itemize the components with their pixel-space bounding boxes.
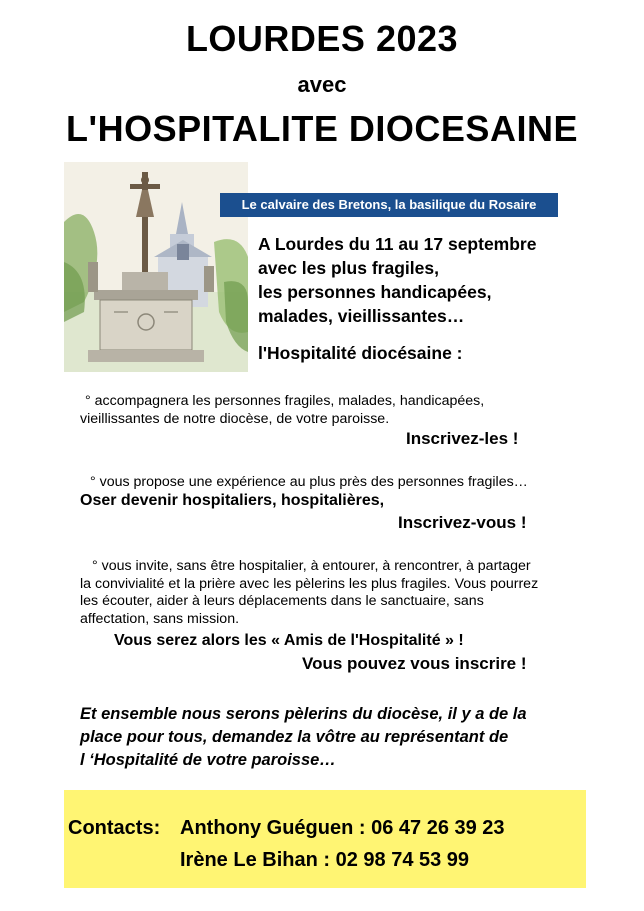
- point2-text: ° vous propose une expérience au plus près des personnes fragiles…: [90, 474, 528, 490]
- point3-text: les écouter, aider à leurs déplacements dans le sanctuaire, sans: [80, 593, 484, 609]
- point1-text: ° accompagnera les personnes fragiles, malades, handicapées,: [85, 393, 485, 409]
- point1-call: Inscrivez-les !: [406, 429, 519, 448]
- image-caption: Le calvaire des Bretons, la basilique du Rosaire: [220, 193, 558, 217]
- point3-text: la convivialité et la prière avec les pèlerins les plus fragiles. Vous pourrez: [80, 575, 539, 592]
- point3-text: affectation, sans mission.: [80, 610, 240, 627]
- contact-irene: Irène Le Bihan : 02 98 74 53 99: [180, 849, 470, 871]
- closing-line: l ‘Hospitalité de votre paroisse…: [80, 751, 336, 769]
- closing-line: place pour tous, demandez la vôtre au représentant de: [80, 728, 509, 746]
- point3-friends: Vous serez alors les « Amis de l'Hospitalité » !: [114, 632, 464, 649]
- point3-call: Vous pouvez vous inscrire !: [302, 654, 527, 673]
- main-title: LOURDES 2023: [185, 18, 459, 59]
- contacts-label: Contacts:: [68, 817, 161, 839]
- closing-line: Et ensemble nous serons pèlerins du diocèse, il y a de la: [80, 705, 527, 723]
- intro-line: A Lourdes du 11 au 17 septembre: [258, 234, 537, 254]
- point1-text: vieillissantes de notre diocèse, de votre paroisse.: [80, 411, 390, 427]
- closing-message: [80, 703, 527, 772]
- point3-text: ° vous invite, sans être hospitalier, à entourer, à rencontrer, à partager: [92, 558, 531, 574]
- contact-anthony: Anthony Guéguen : 06 47 26 39 23: [180, 817, 505, 839]
- point2-emphasis: Oser devenir hospitaliers, hospitalières,: [80, 492, 385, 509]
- intro-line: avec les plus fragiles,: [258, 258, 439, 278]
- intro-line: malades, vieillissantes…: [258, 306, 465, 326]
- trip-intro: [258, 232, 536, 328]
- title-connector: avec: [297, 72, 347, 97]
- section-heading: l'Hospitalité diocésaine :: [258, 343, 463, 363]
- intro-line: les personnes handicapées,: [258, 282, 492, 302]
- organization-title: L'HOSPITALITE DIOCESAINE: [66, 108, 578, 149]
- point2-call: Inscrivez-vous !: [398, 513, 527, 532]
